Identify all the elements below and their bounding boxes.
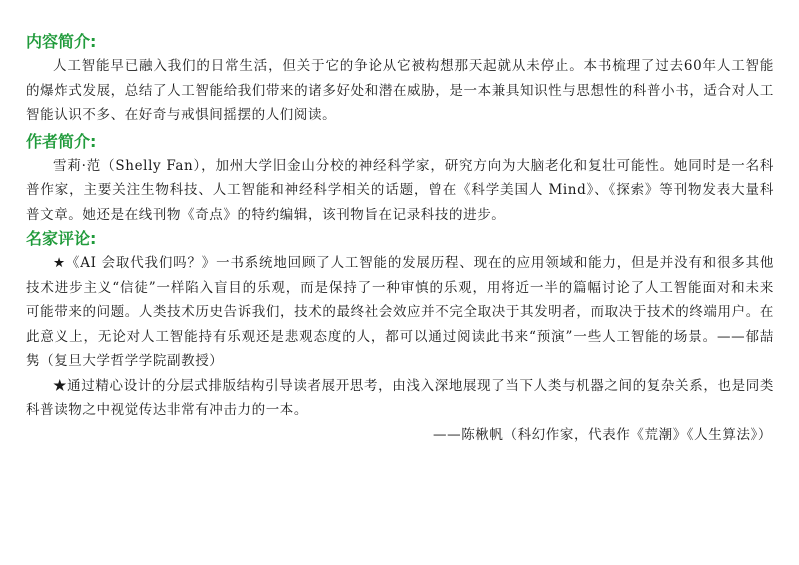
reviews-heading: 名家评论: <box>26 229 97 248</box>
author-paragraph: 雪莉·范（Shelly Fan），加州大学旧金山分校的神经科学家，研究方向为大脑老化和复壮可能性。她同时是一名科普作家，主要关注生物科技、人工智能和神经科学相关的话题，曾在《科学美国人 Mind》、《探索》等刊物发表大量科普文章。她还是在线刊物《奇点》的特约编辑，该刊物旨在记录科技的进步。 <box>26 157 774 223</box>
review-paragraph-2: ★通过精心设计的分层式排版结构引导读者展开思考，由浅入深地展现了当下人类与机器之间的复杂关系，也是同类科普读物之中视觉传达非常有冲击力的一本。 <box>26 377 774 418</box>
author-heading: 作者简介: <box>26 131 97 151</box>
review-2-signature: ——陈楸帆（科幻作家，代表作《荒潮》《人生算法》） <box>433 426 772 443</box>
intro-heading: 内容简介: <box>26 32 97 51</box>
intro-section <box>26 30 774 128</box>
book-info-page <box>26 30 774 447</box>
author-section <box>26 130 774 228</box>
review-paragraph-1: ★《AI 会取代我们吗？》一书系统地回顾了人工智能的发展历程、现在的应用领域和能力，但是并没有和很多其他技术进步主义“信徒”一样陷入盲目的乐观，而是保持了一种审慎的乐观，用将近一半的篇幅讨论了人工智能面对和未来可能带来的问题。人类技术历史告诉我们，技术的最终社会效应并不完全取决于其发明者，而取决于技术的终端用户。在此意义上，无论对人工智能持有乐观还是悲观态度的人，都可以通过阅读此书来“预演”一些人工智能的场景。——郁喆隽（复旦大学哲学学院副教授） <box>26 255 774 369</box>
intro-paragraph: 人工智能早已融入我们的日常生活，但关于它的争论从它被构想那天起就从未停止。本书梳理了过去60年人工智能的爆炸式发展，总结了人工智能给我们带来的诸多好处和潜在威胁，是一本兼具知识性与思想性的科普小书，适合对人工智能认识不多、在好奇与戒惧间摇摆的人们阅读。 <box>26 58 774 123</box>
reviews-section <box>26 227 774 447</box>
